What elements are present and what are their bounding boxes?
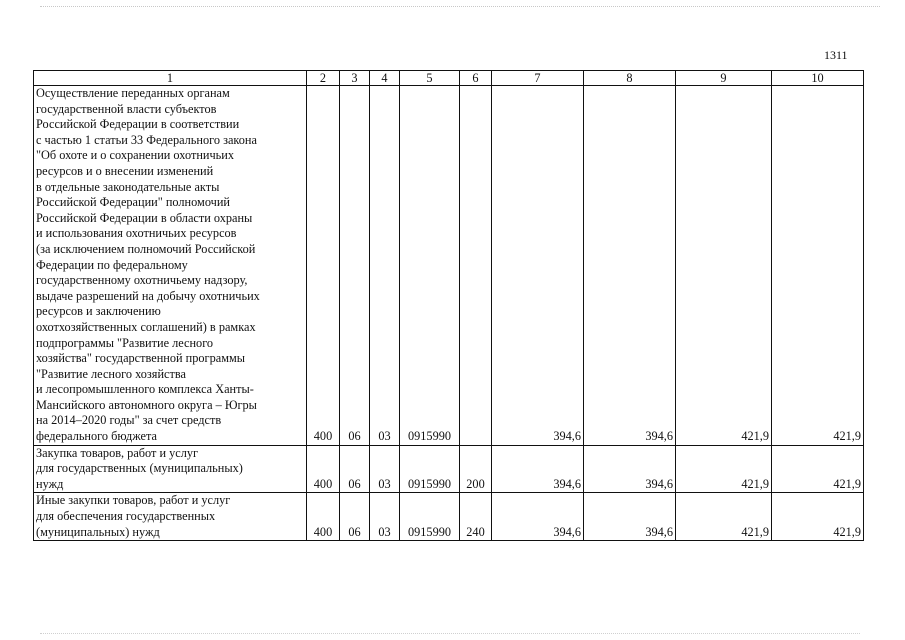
table-row [34, 493, 864, 541]
cell-subsection: 03 [370, 493, 400, 541]
cell-expense-type: 240 [460, 493, 492, 541]
column-header: 9 [676, 71, 772, 86]
cell-amount: 421,9 [772, 445, 864, 493]
column-header: 4 [370, 71, 400, 86]
cell-admin-code: 400 [307, 493, 340, 541]
cell-amount: 421,9 [772, 493, 864, 541]
column-header: 3 [340, 71, 370, 86]
cell-section: 06 [340, 493, 370, 541]
column-header: 6 [460, 71, 492, 86]
row-description: Закупка товаров, работ и услуг для государственных (муниципальных) нужд [34, 445, 307, 493]
column-header: 10 [772, 71, 864, 86]
cell-amount: 421,9 [676, 445, 772, 493]
scan-edge-bottom [40, 633, 860, 634]
cell-amount: 394,6 [492, 445, 584, 493]
column-header: 7 [492, 71, 584, 86]
cell-admin-code: 400 [307, 86, 340, 446]
cell-amount: 394,6 [492, 86, 584, 446]
cell-target-code: 0915990 [400, 493, 460, 541]
row-description: Иные закупки товаров, работ и услуг для обеспечения государственных (муниципальных) нужд [34, 493, 307, 541]
cell-subsection: 03 [370, 86, 400, 446]
table-row [34, 86, 864, 446]
cell-amount: 421,9 [676, 493, 772, 541]
column-header: 5 [400, 71, 460, 86]
column-header: 1 [34, 71, 307, 86]
cell-target-code: 0915990 [400, 86, 460, 446]
cell-amount: 394,6 [584, 493, 676, 541]
row-description: Осуществление переданных органам государственной власти субъектов Российской Федерации в соответствии с частью 1 статьи 33 Федерального закона "Об охоте и о сохранении охотничьих ресурсов и о внесении изменений в отдельные законодательные акты Российской Федерации" полномочий Российской Федерации в области охраны и использования охотничьих ресурсов (за исключением полномочий Российской Федерации по федеральному государственному охотничьему надзору, выдаче разрешений на добычу охотничьих ресурсов и заключению охотхозяйственных соглашений) в рамках подпрограммы "Развитие лесного хозяйства" государственной программы "Развитие лесного хозяйства и лесопромышленного комплекса Ханты- Мансийского автономного округа – Югры на 2014–2020 годы" за счет средств федерального бюджета [34, 86, 307, 446]
table-header-row [34, 71, 864, 86]
budget-table [33, 70, 864, 541]
cell-target-code: 0915990 [400, 445, 460, 493]
page-number: 1311 [824, 48, 848, 62]
cell-section: 06 [340, 445, 370, 493]
cell-admin-code: 400 [307, 445, 340, 493]
cell-amount: 421,9 [676, 86, 772, 446]
column-header: 2 [307, 71, 340, 86]
cell-amount: 394,6 [492, 493, 584, 541]
scan-edge-top [40, 6, 880, 7]
cell-amount: 394,6 [584, 86, 676, 446]
cell-amount: 394,6 [584, 445, 676, 493]
column-header: 8 [584, 71, 676, 86]
table-row [34, 445, 864, 493]
cell-subsection: 03 [370, 445, 400, 493]
cell-expense-type [460, 86, 492, 446]
cell-expense-type: 200 [460, 445, 492, 493]
cell-section: 06 [340, 86, 370, 446]
cell-amount: 421,9 [772, 86, 864, 446]
